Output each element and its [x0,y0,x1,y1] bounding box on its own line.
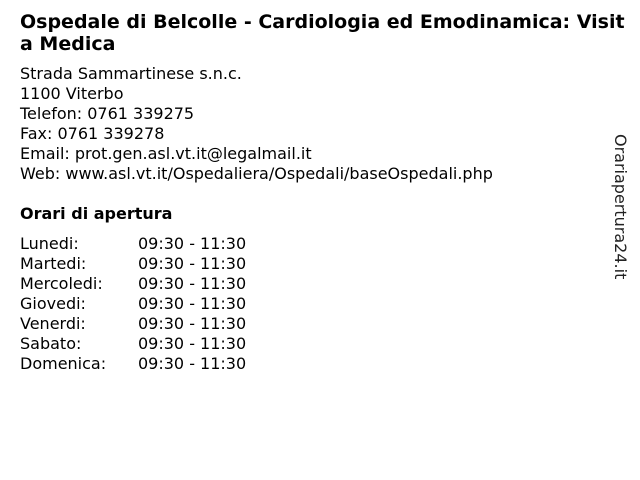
time-range: 09:30 - 11:30 [138,334,247,353]
day-label: Domenica: [20,354,107,373]
day-label: Giovedi: [20,294,86,313]
day-label: Mercoledi: [20,274,103,293]
site-watermark [600,134,640,334]
hours-row-monday [20,234,320,254]
day-label: Lunedi: [20,234,79,253]
hours-row-sunday [20,354,320,374]
hours-row-tuesday [20,254,320,274]
time-range: 09:30 - 11:30 [138,354,247,373]
hours-row-thursday [20,294,320,314]
hours-row-wednesday [20,274,320,294]
street-address: Strada Sammartinese s.n.c. [20,64,242,83]
email-address: Email: prot.gen.asl.vt.it@legalmail.it [20,144,312,163]
time-range: 09:30 - 11:30 [138,314,247,333]
opening-hours-table [20,234,320,374]
day-label: Martedi: [20,254,87,273]
time-range: 09:30 - 11:30 [138,254,247,273]
opening-hours-heading: Orari di apertura [20,204,173,223]
hours-row-saturday [20,334,320,354]
time-range: 09:30 - 11:30 [138,234,247,253]
hours-row-friday [20,314,320,334]
fax-number: Fax: 0761 339278 [20,124,165,143]
address-block [20,64,493,184]
page-title: Ospedale di Belcolle - Cardiologia ed Emodinamica: Visita Medica [20,11,625,55]
website-url: Web: www.asl.vt.it/Ospedaliera/Ospedali/baseOspedali.php [20,164,493,183]
day-label: Venerdi: [20,314,86,333]
time-range: 09:30 - 11:30 [138,274,247,293]
city: 1100 Viterbo [20,84,124,103]
phone-number: Telefon: 0761 339275 [20,104,195,123]
time-range: 09:30 - 11:30 [138,294,247,313]
watermark-text: Orariaperturа24.it [611,134,630,280]
day-label: Sabato: [20,334,82,353]
